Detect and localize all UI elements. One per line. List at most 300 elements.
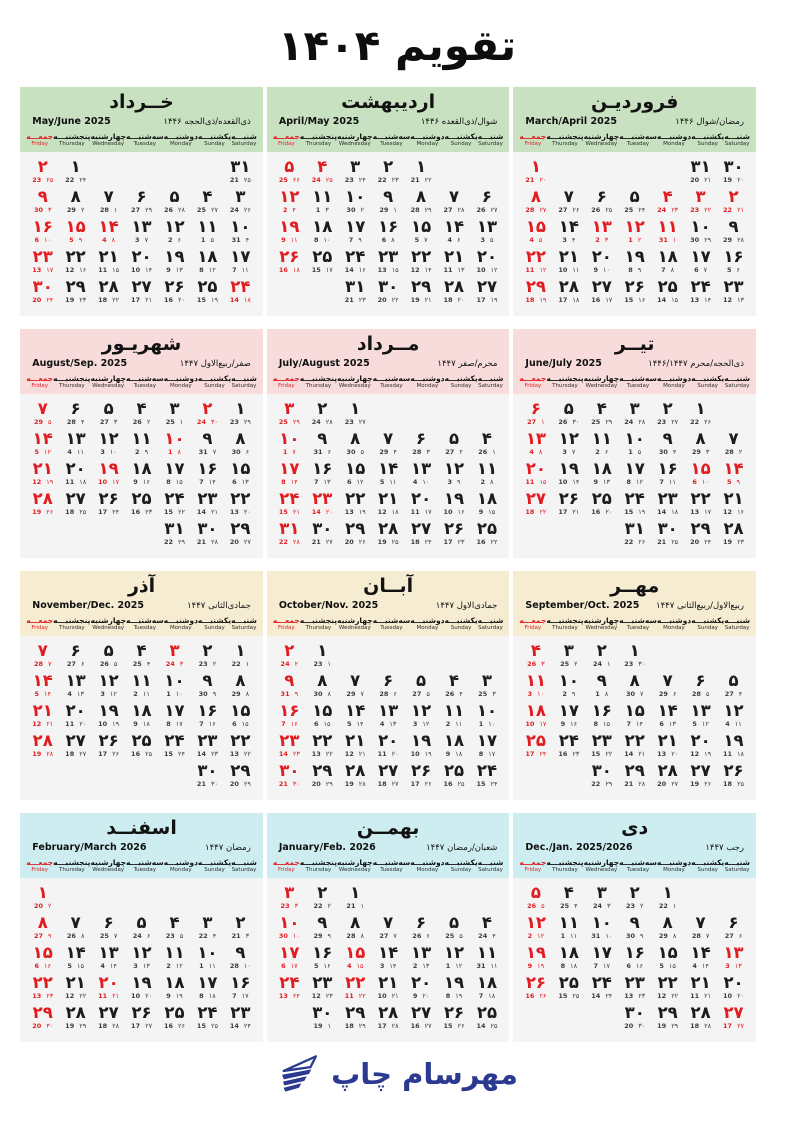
hijri-day-number: ۴ — [80, 418, 85, 427]
day-cell — [92, 670, 125, 699]
hijri-day-number: ۲۷ — [243, 538, 251, 547]
gregorian-day-number: 18 — [344, 1022, 354, 1031]
day-subnumbers — [273, 509, 306, 516]
day-cell — [372, 488, 405, 517]
day-cell — [618, 760, 651, 789]
hijri-day-number: ۱۶ — [737, 508, 745, 517]
gregorian-day-number: 4 — [725, 720, 730, 729]
weekday-en-label: Sunday — [697, 867, 718, 874]
weekday-fa-label: چهارشنبه — [583, 615, 620, 625]
jalali-day-number: ۲۸ — [690, 1002, 711, 1022]
gregorian-day-number: 3 — [100, 448, 105, 457]
day-cell — [651, 276, 684, 305]
day-subnumbers — [618, 539, 651, 546]
gregorian-day-number: 26 — [558, 418, 568, 427]
weekday-fa-label: پنجشنبـــه — [53, 857, 91, 867]
day-cell — [191, 216, 224, 245]
day-cell — [372, 458, 405, 487]
jalali-day-number: ۶ — [416, 912, 427, 932]
gregorian-day-number: 25 — [99, 932, 109, 941]
weekday-en-label: Monday — [416, 383, 439, 390]
day-cell — [438, 216, 471, 245]
day-subnumbers — [26, 751, 59, 758]
hijri-range-label: جمادی‌الاول ۱۴۴۷ — [435, 600, 498, 611]
hijri-day-number: ۱۲ — [356, 478, 364, 487]
hijri-day-number: ۲۸ — [638, 780, 646, 789]
day-cell — [125, 276, 158, 305]
hijri-day-number: ۲۷ — [737, 1022, 745, 1031]
day-subnumbers — [405, 781, 438, 788]
day-subnumbers — [224, 1023, 257, 1030]
hijri-range-label: ذی‌القعده/ذی‌الحجه ۱۴۴۶ — [163, 116, 251, 127]
week-row — [26, 730, 257, 759]
day-subnumbers — [158, 933, 191, 940]
jalali-day-number: ۲۴ — [164, 488, 185, 508]
weekday-monday — [164, 132, 198, 148]
day-subnumbers — [306, 539, 339, 546]
hijri-day-number: ۷ — [393, 932, 397, 941]
weekday-en-label: Thursday — [552, 141, 578, 148]
gregorian-day-number: 12 — [32, 478, 42, 487]
hijri-range-label: جمادی‌الثانی ۱۴۴۷ — [187, 600, 251, 611]
hijri-day-number: ۲۱ — [46, 720, 54, 729]
gregorian-day-number: 29 — [379, 448, 389, 457]
page-title: تقویم ۱۴۰۴ — [277, 21, 517, 70]
week-row — [519, 882, 750, 911]
day-cell — [273, 398, 306, 427]
day-cell — [59, 398, 92, 427]
hijri-day-number: ۱۴ — [44, 690, 51, 699]
weekday-fa-label: پنجشنبـــه — [299, 373, 338, 383]
gregorian-day-number: 22 — [65, 176, 75, 185]
gregorian-day-number: 18 — [443, 296, 453, 305]
hijri-day-number: ۳ — [325, 206, 329, 215]
empty-cell — [470, 885, 503, 911]
hijri-day-number: ۱۳ — [323, 478, 331, 487]
hijri-day-number: ۳۰ — [210, 418, 218, 427]
jalali-day-number: ۲۰ — [591, 246, 612, 266]
day-cell — [158, 700, 191, 729]
gregorian-day-number: 26 — [445, 690, 455, 699]
hijri-day-number: ۲۵ — [671, 538, 679, 547]
empty-cell — [125, 763, 158, 789]
day-cell — [684, 458, 717, 487]
weekday-fa-label: سه‌شنبـــه — [619, 131, 657, 141]
hijri-day-number: ۱۲ — [539, 266, 547, 275]
day-cell — [158, 912, 191, 941]
weekday-fa-label: یکشنبـــه — [691, 131, 725, 141]
day-subnumbers — [273, 237, 306, 244]
weekday-en-label: Friday — [524, 383, 542, 390]
day-subnumbers — [125, 267, 158, 274]
jalali-day-number: ۷ — [563, 186, 574, 206]
weekday-fa-label: جمعـــه — [272, 857, 300, 867]
hijri-day-number: ۱۷ — [424, 508, 432, 517]
gregorian-day-number: 1 — [199, 962, 204, 971]
gregorian-day-number: 23 — [280, 902, 290, 911]
day-cell — [552, 428, 585, 457]
week-row — [519, 488, 750, 517]
jalali-day-number: ۱ — [350, 398, 361, 418]
hijri-day-number: ۲۵ — [145, 750, 153, 759]
day-cell — [224, 186, 257, 215]
jalali-day-number: ۲۹ — [230, 518, 251, 538]
day-subnumbers — [651, 933, 684, 940]
day-subnumbers — [191, 479, 224, 486]
jalali-day-number: ۲۵ — [558, 972, 579, 992]
gregorian-day-number: 22 — [690, 418, 700, 427]
day-cell — [717, 276, 750, 305]
day-subnumbers — [92, 207, 125, 214]
gregorian-day-number: 11 — [65, 478, 75, 487]
hijri-day-number: ۹ — [736, 478, 741, 487]
gregorian-range-label: May/June 2025 — [32, 115, 111, 127]
day-cell — [125, 1002, 158, 1031]
hijri-day-number: ۲۳ — [358, 296, 366, 305]
hijri-day-number: ۱۷ — [241, 992, 249, 1001]
hijri-day-number: ۱۸ — [671, 508, 679, 517]
day-cell — [372, 912, 405, 941]
day-cell — [339, 972, 372, 1001]
jalali-day-number: ۲۳ — [591, 730, 612, 750]
gregorian-day-number: 26 — [478, 448, 488, 457]
gregorian-day-number: 23 — [229, 418, 239, 427]
empty-cell — [306, 279, 339, 305]
day-subnumbers — [651, 751, 684, 758]
day-cell — [470, 246, 503, 275]
hijri-day-number: ۲ — [637, 236, 642, 245]
day-subnumbers — [519, 721, 552, 728]
jalali-day-number: ۱۶ — [378, 216, 399, 236]
weekday-monday — [164, 616, 198, 632]
day-subnumbers — [372, 933, 405, 940]
day-cell — [717, 730, 750, 759]
day-cell — [306, 246, 339, 275]
empty-cell — [405, 643, 438, 669]
jalali-day-number: ۲۶ — [98, 488, 119, 508]
gregorian-day-number: 25 — [278, 418, 288, 427]
day-subnumbers — [470, 539, 503, 546]
hijri-day-number: ۲۷ — [671, 418, 679, 427]
weekday-en-label: Friday — [277, 141, 295, 148]
day-subnumbers — [224, 237, 257, 244]
day-cell — [552, 276, 585, 305]
day-subnumbers — [191, 721, 224, 728]
weekday-fa-label: جمعـــه — [272, 373, 300, 383]
jalali-day-number: ۹ — [383, 186, 394, 206]
weekday-en-label: Tuesday — [133, 383, 157, 390]
day-subnumbers — [618, 479, 651, 486]
hijri-day-number: ۶ — [393, 690, 397, 699]
gregorian-day-number: 22 — [231, 660, 241, 669]
day-subnumbers — [224, 267, 257, 274]
jalali-day-number: ۳ — [695, 186, 706, 206]
weekday-friday — [519, 616, 546, 632]
weekday-en-label: Tuesday — [380, 625, 403, 632]
empty-cell — [191, 159, 224, 185]
jalali-day-number: ۲۷ — [65, 730, 86, 750]
weekday-en-label: Saturday — [724, 625, 750, 632]
hijri-day-number: ۲۳ — [79, 296, 87, 305]
jalali-day-number: ۱۵ — [411, 216, 432, 236]
jalali-day-number: ۳۰ — [312, 1002, 333, 1022]
day-subnumbers — [585, 933, 618, 940]
day-cell — [306, 670, 339, 699]
jalali-day-number: ۲۷ — [411, 518, 432, 538]
day-cell — [224, 700, 257, 729]
hijri-day-number: ۸ — [177, 448, 182, 457]
hijri-day-number: ۱۸ — [570, 962, 578, 971]
day-subnumbers — [306, 479, 339, 486]
day-subnumbers — [158, 539, 191, 546]
jalali-day-number: ۳۱ — [164, 518, 185, 538]
jalali-day-number: ۲۵ — [312, 246, 333, 266]
gregorian-day-number: 7 — [281, 720, 286, 729]
gregorian-day-number: 1 — [628, 236, 633, 245]
hijri-day-number: ۱۳ — [603, 478, 611, 487]
day-subnumbers — [717, 1023, 750, 1030]
hijri-day-number: ۲۹ — [605, 780, 613, 789]
day-subnumbers — [684, 721, 717, 728]
day-cell — [519, 730, 552, 759]
week-row — [519, 398, 750, 427]
hijri-day-number: ۸ — [391, 236, 395, 245]
jalali-day-number: ۱۷ — [164, 700, 185, 720]
gregorian-day-number: 9 — [593, 266, 599, 275]
day-subnumbers — [59, 993, 92, 1000]
day-cell — [339, 186, 372, 215]
day-subnumbers — [717, 933, 750, 940]
jalali-day-number: ۱۴ — [690, 942, 711, 962]
footer — [0, 1054, 794, 1094]
day-subnumbers — [339, 903, 372, 910]
jalali-day-number: ۲۲ — [312, 730, 333, 750]
day-subnumbers — [684, 267, 717, 274]
jalali-day-number: ۳ — [169, 640, 180, 660]
hijri-day-number: ۵ — [113, 660, 118, 669]
day-subnumbers — [191, 509, 224, 516]
day-cell — [224, 912, 257, 941]
jalali-day-number: ۱۵ — [345, 942, 366, 962]
day-subnumbers — [273, 933, 306, 940]
day-subnumbers — [224, 419, 257, 426]
gregorian-day-number: 20 — [344, 538, 354, 547]
gregorian-day-number: 2 — [133, 690, 138, 699]
weekday-en-label: Friday — [524, 867, 542, 874]
day-cell — [618, 730, 651, 759]
hijri-day-number: ۱۰ — [109, 448, 117, 457]
jalali-day-number: ۱۸ — [476, 488, 498, 508]
jalali-day-number: ۲۸ — [657, 760, 678, 780]
jalali-day-number: ۲۳ — [197, 730, 218, 750]
weekday-en-label: Saturday — [231, 625, 257, 632]
gregorian-day-number: 27 — [724, 932, 734, 941]
day-cell — [405, 518, 438, 547]
hijri-day-number: ۱۱ — [668, 478, 676, 487]
day-subnumbers — [405, 177, 438, 184]
day-cell — [438, 246, 471, 275]
hijri-day-number: ۳۰ — [292, 780, 300, 789]
jalali-day-number: ۱ — [695, 398, 706, 418]
gregorian-day-number: 23 — [344, 176, 354, 185]
day-subnumbers — [26, 207, 59, 214]
day-subnumbers — [273, 903, 306, 910]
day-subnumbers — [339, 267, 372, 274]
hijri-day-number: ۱۷ — [175, 720, 183, 729]
weekday-tuesday — [619, 132, 657, 148]
hijri-day-number: ۹ — [48, 932, 52, 941]
month-title: اردیبهشت — [341, 91, 436, 113]
hijri-day-number: ۹ — [212, 690, 217, 699]
hijri-day-number: ۱۸ — [455, 750, 463, 759]
month-title: آذر — [127, 575, 156, 597]
jalali-day-number: ۱۰ — [197, 942, 218, 962]
jalali-day-number: ۱۷ — [279, 942, 300, 962]
jalali-day-number: ۱۴ — [378, 458, 399, 478]
hijri-day-number: ۱۴ — [290, 478, 298, 487]
jalali-day-number: ۵ — [103, 640, 114, 660]
weekday-monday — [657, 616, 691, 632]
day-subnumbers — [125, 691, 158, 698]
jalali-day-number: ۲۰ — [65, 458, 86, 478]
weekday-sunday — [691, 374, 724, 390]
gregorian-day-number: 14 — [229, 1022, 239, 1031]
hijri-day-number: ۲۵ — [243, 176, 251, 185]
hijri-day-number: ۲۴ — [424, 538, 432, 547]
hijri-day-number: ۷ — [360, 690, 364, 699]
gregorian-day-number: 8 — [445, 992, 451, 1001]
day-cell — [59, 700, 92, 729]
jalali-day-number: ۷ — [350, 670, 361, 690]
day-cell — [224, 216, 257, 245]
day-cell — [26, 942, 59, 971]
gregorian-day-number: 20 — [229, 538, 239, 547]
day-cell — [717, 518, 750, 547]
jalali-day-number: ۱۰ — [624, 428, 645, 448]
jalali-day-number: ۲۳ — [312, 972, 333, 992]
gregorian-day-number: 29 — [66, 206, 76, 215]
day-cell — [684, 912, 717, 941]
jalali-day-number: ۸ — [530, 186, 541, 206]
hijri-day-number: ۵ — [637, 448, 642, 457]
day-cell — [519, 156, 552, 185]
jalali-day-number: ۲۹ — [525, 276, 546, 296]
gregorian-day-number: 6 — [659, 720, 664, 729]
hijri-day-number: ۱۷ — [603, 962, 611, 971]
day-cell — [519, 640, 552, 669]
gregorian-day-number: 24 — [280, 660, 290, 669]
day-cell — [717, 488, 750, 517]
day-subnumbers — [372, 691, 405, 698]
hijri-day-number: ۲۱ — [424, 296, 432, 305]
weekday-sunday — [691, 132, 724, 148]
day-subnumbers — [618, 781, 651, 788]
jalali-day-number: ۱ — [629, 640, 640, 660]
hijri-day-number: ۲۲ — [325, 750, 333, 759]
jalali-day-number: ۲۲ — [230, 488, 251, 508]
weekday-sunday — [198, 858, 231, 874]
hijri-day-number: ۱۷ — [112, 478, 120, 487]
day-subnumbers — [552, 963, 585, 970]
jalali-day-number: ۲۱ — [378, 972, 399, 992]
weekday-header-row — [267, 858, 510, 878]
day-subnumbers — [684, 207, 717, 214]
hijri-day-number: ۱۴ — [701, 962, 709, 971]
month-title: اسفنــد — [106, 817, 177, 839]
gregorian-day-number: 30 — [658, 448, 668, 457]
jalali-day-number: ۱۶ — [197, 458, 218, 478]
gregorian-day-number: 5 — [314, 962, 319, 971]
weekday-fa-label: یکشنبـــه — [444, 373, 478, 383]
week-row — [273, 186, 504, 215]
gregorian-day-number: 18 — [98, 296, 108, 305]
day-cell — [405, 700, 438, 729]
day-subnumbers — [339, 509, 372, 516]
jalali-day-number: ۲ — [235, 912, 246, 932]
day-subnumbers — [405, 1023, 438, 1030]
hijri-day-number: ۲۳ — [671, 206, 679, 215]
month-sublabels — [513, 842, 756, 853]
jalali-day-number: ۲۵ — [197, 276, 218, 296]
day-subnumbers — [339, 691, 372, 698]
jalali-day-number: ۶ — [70, 640, 81, 660]
jalali-day-number: ۲۳ — [32, 246, 53, 266]
day-subnumbers — [618, 933, 651, 940]
hijri-day-number: ۲۳ — [638, 992, 646, 1001]
week-row — [519, 246, 750, 275]
hijri-day-number: ۲۸ — [638, 418, 646, 427]
gregorian-day-number: 24 — [311, 176, 321, 185]
hijri-day-number: ۱۸ — [243, 296, 251, 305]
day-cell — [92, 912, 125, 941]
jalali-day-number: ۳ — [563, 640, 574, 660]
gregorian-day-number: 13 — [377, 266, 387, 275]
weekday-tuesday — [126, 374, 164, 390]
gregorian-day-number: 22 — [624, 538, 634, 547]
day-subnumbers — [125, 963, 158, 970]
weekday-thursday — [546, 616, 583, 632]
jalali-day-number: ۲۳ — [378, 246, 399, 266]
jalali-day-number: ۲۶ — [443, 518, 465, 538]
day-subnumbers — [158, 207, 191, 214]
empty-cell — [552, 763, 585, 789]
day-cell — [717, 246, 750, 275]
gregorian-day-number: 13 — [229, 508, 239, 517]
week-row — [26, 640, 257, 669]
gregorian-day-number: 12 — [723, 296, 733, 305]
jalali-day-number: ۱۶ — [279, 700, 300, 720]
empty-cell — [717, 643, 750, 669]
weekday-fa-label: دوشنبـــه — [163, 615, 198, 625]
gregorian-day-number: 28 — [346, 932, 356, 941]
weekday-saturday — [231, 132, 257, 148]
weekday-monday — [410, 374, 444, 390]
hijri-day-number: ۲۳ — [737, 538, 745, 547]
day-cell — [306, 972, 339, 1001]
day-subnumbers — [405, 237, 438, 244]
day-cell — [651, 216, 684, 245]
weekday-fa-label: دوشنبـــه — [410, 615, 445, 625]
empty-cell — [519, 1005, 552, 1031]
day-subnumbers — [339, 177, 372, 184]
month-panel — [20, 87, 263, 316]
day-subnumbers — [717, 449, 750, 456]
day-subnumbers — [651, 449, 684, 456]
weekday-fa-label: جمعـــه — [26, 373, 54, 383]
month-header — [267, 87, 510, 152]
day-subnumbers — [26, 721, 59, 728]
day-subnumbers — [92, 267, 125, 274]
